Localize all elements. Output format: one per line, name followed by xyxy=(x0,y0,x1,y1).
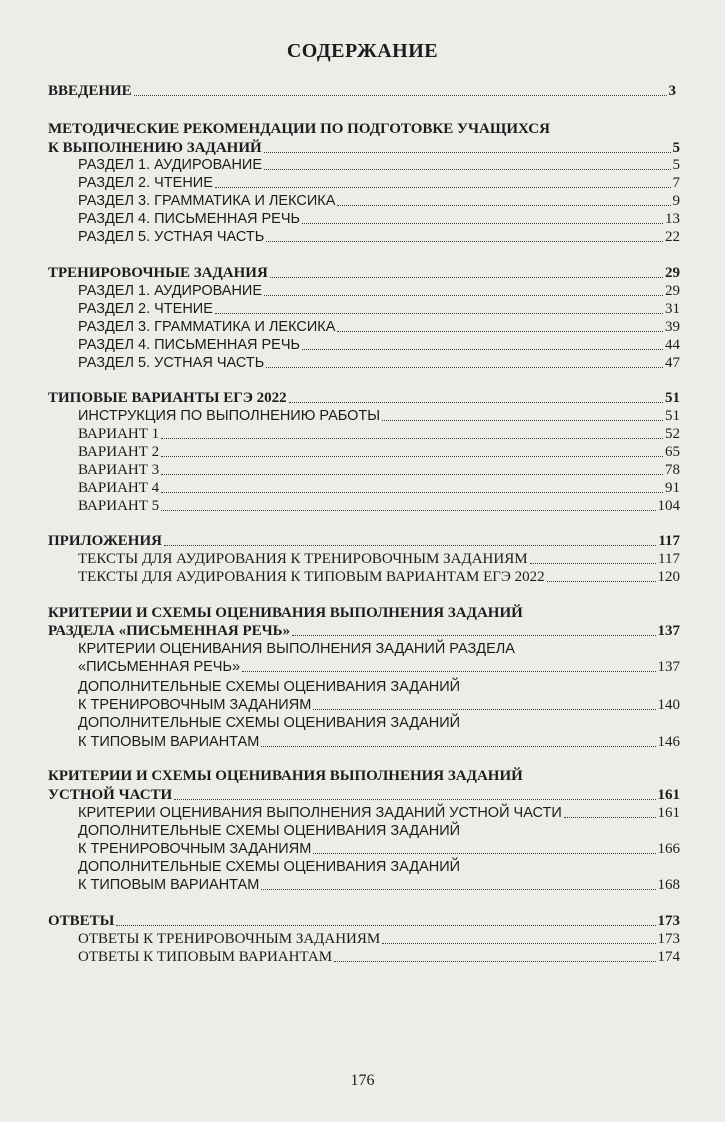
toc-entry-label: РАЗДЕЛ 2. ЧТЕНИЕ xyxy=(78,175,213,191)
toc-entry-page: 140 xyxy=(657,697,680,713)
dot-leader xyxy=(215,187,671,188)
toc-entry-page: 174 xyxy=(657,949,680,965)
dot-leader xyxy=(261,746,655,747)
toc-entry-page: 137 xyxy=(657,623,680,639)
dot-leader xyxy=(161,438,663,439)
dot-leader xyxy=(289,402,663,403)
toc-entry-label: ОТВЕТЫ К ТРЕНИРОВОЧНЫМ ЗАДАНИЯМ xyxy=(78,931,381,947)
toc-entry-method-section-3[interactable] xyxy=(78,192,680,210)
toc-entry-label: «ПИСЬМЕННАЯ РЕЧЬ» xyxy=(78,659,241,675)
toc-entry-page: 52 xyxy=(665,426,680,442)
toc-entry-training-section-5[interactable] xyxy=(78,354,680,372)
toc-entry-label: ВАРИАНТ 4 xyxy=(78,480,160,496)
toc-entry-label: РАЗДЕЛ 4. ПИСЬМЕННАЯ РЕЧЬ xyxy=(78,337,301,353)
dot-leader xyxy=(261,889,655,890)
toc-entry-page: 173 xyxy=(657,931,680,947)
dot-leader xyxy=(164,545,656,546)
toc-entry-page: 117 xyxy=(658,533,680,549)
toc-entry-label: К ТИПОВЫМ ВАРИАНТАМ xyxy=(78,877,260,893)
toc-entry-instructions[interactable] xyxy=(78,407,680,425)
toc-entry-variant-2[interactable] xyxy=(78,443,680,461)
toc-entry-page: 78 xyxy=(665,462,680,478)
toc-entry-method-section-1[interactable] xyxy=(78,156,680,174)
toc-entry-training-section-2[interactable] xyxy=(78,300,680,318)
dot-leader xyxy=(313,853,655,854)
toc-entry-label: УСТНОЙ ЧАСТИ xyxy=(48,787,173,803)
toc-entry-label: К ТИПОВЫМ ВАРИАНТАМ xyxy=(78,734,260,750)
toc-entry-label-line1: ДОПОЛНИТЕЛЬНЫЕ СХЕМЫ ОЦЕНИВАНИЯ ЗАДАНИЙ xyxy=(78,823,461,839)
toc-entry-label-line1: ДОПОЛНИТЕЛЬНЫЕ СХЕМЫ ОЦЕНИВАНИЯ ЗАДАНИЙ xyxy=(78,679,461,695)
dot-leader xyxy=(174,799,655,800)
toc-entry-label: РАЗДЕЛ 2. ЧТЕНИЕ xyxy=(78,301,213,317)
toc-entry-page: 13 xyxy=(665,211,680,227)
toc-entry-page: 9 xyxy=(672,193,680,209)
dot-leader xyxy=(547,581,656,582)
dot-leader xyxy=(302,349,663,350)
toc-entry-label: ОТВЕТЫ К ТИПОВЫМ ВАРИАНТАМ xyxy=(78,949,333,965)
toc-entry-label: КРИТЕРИИ ОЦЕНИВАНИЯ ВЫПОЛНЕНИЯ ЗАДАНИЙ УСТНОЙ ЧАСТИ xyxy=(78,805,562,821)
dot-leader xyxy=(161,456,663,457)
dot-leader xyxy=(382,420,663,421)
toc-entry-page: 146 xyxy=(657,734,680,750)
toc-entry-label: РАЗДЕЛ 4. ПИСЬМЕННАЯ РЕЧЬ xyxy=(78,211,301,227)
toc-entry-page: 168 xyxy=(657,877,680,893)
toc-entry-label-line1: МЕТОДИЧЕСКИЕ РЕКОМЕНДАЦИИ ПО ПОДГОТОВКЕ УЧАЩИХСЯ xyxy=(48,121,550,137)
toc-entry-page: 137 xyxy=(657,659,680,675)
toc-entry-label-line1: ДОПОЛНИТЕЛЬНЫЕ СХЕМЫ ОЦЕНИВАНИЯ ЗАДАНИЙ xyxy=(78,715,461,731)
dot-leader xyxy=(215,313,663,314)
toc-entry-label: ТЕКСТЫ ДЛЯ АУДИРОВАНИЯ К ТИПОВЫМ ВАРИАНТАМ ЕГЭ 2022 xyxy=(78,569,545,585)
toc-entry-page: 44 xyxy=(665,337,680,353)
toc-entry-methodology[interactable] xyxy=(48,139,680,157)
dot-leader xyxy=(302,223,663,224)
dot-leader xyxy=(270,277,663,278)
toc-entry-writing-schemes-variants[interactable] xyxy=(78,733,680,751)
dot-leader xyxy=(264,169,670,170)
toc-entry-page: 47 xyxy=(665,355,680,371)
toc-entry-listening-texts-training[interactable] xyxy=(78,550,680,568)
toc-entry-variant-1[interactable] xyxy=(78,425,680,443)
toc-entry-page: 39 xyxy=(665,319,680,335)
toc-entry-label-line1: ДОПОЛНИТЕЛЬНЫЕ СХЕМЫ ОЦЕНИВАНИЯ ЗАДАНИЙ xyxy=(78,859,461,875)
toc-entry-introduction[interactable] xyxy=(48,82,676,100)
dot-leader xyxy=(292,635,655,636)
toc-entry-training-section-4[interactable] xyxy=(78,336,680,354)
dot-leader xyxy=(334,961,655,962)
toc-entry-label: ВАРИАНТ 5 xyxy=(78,498,160,514)
toc-entry-label: РАЗДЕЛ 3. ГРАММАТИКА И ЛЕКСИКА xyxy=(78,319,336,335)
toc-entry-label: ИНСТРУКЦИЯ ПО ВЫПОЛНЕНИЮ РАБОТЫ xyxy=(78,408,381,424)
toc-entry-answers[interactable] xyxy=(48,912,680,930)
toc-entry-label-line1: КРИТЕРИИ И СХЕМЫ ОЦЕНИВАНИЯ ВЫПОЛНЕНИЯ ЗАДАНИЙ xyxy=(48,605,523,621)
toc-entry-label: ТРЕНИРОВОЧНЫЕ ЗАДАНИЯ xyxy=(48,265,268,281)
toc-entry-page: 51 xyxy=(665,408,680,424)
toc-entry-method-section-5[interactable] xyxy=(78,228,680,246)
toc-entry-label: ВАРИАНТ 2 xyxy=(78,444,160,460)
toc-entry-page: 22 xyxy=(665,229,680,245)
dot-leader xyxy=(134,95,667,96)
dot-leader xyxy=(313,709,655,710)
toc-entry-label: ВВЕДЕНИЕ xyxy=(48,83,132,99)
dot-leader xyxy=(382,943,655,944)
toc-entry-writing-criteria[interactable] xyxy=(48,622,680,640)
toc-entry-label: ОТВЕТЫ xyxy=(48,913,115,929)
toc-entry-method-section-2[interactable] xyxy=(78,174,680,192)
toc-entry-variant-4[interactable] xyxy=(78,479,680,497)
toc-entry-page: 3 xyxy=(668,83,676,99)
toc-entry-oral-criteria[interactable] xyxy=(48,786,680,804)
dot-leader xyxy=(242,671,655,672)
dot-leader xyxy=(161,510,655,511)
dot-leader xyxy=(161,474,663,475)
toc-entry-page: 104 xyxy=(657,498,680,514)
dot-leader xyxy=(530,563,657,564)
toc-entry-training-section-1[interactable] xyxy=(78,282,680,300)
toc-entry-page: 166 xyxy=(657,841,680,857)
dot-leader xyxy=(337,205,670,206)
toc-entry-label: ТИПОВЫЕ ВАРИАНТЫ ЕГЭ 2022 xyxy=(48,390,287,406)
toc-entry-listening-texts-variants[interactable] xyxy=(78,568,680,586)
toc-entry-page: 161 xyxy=(657,805,680,821)
toc-entry-label-line1: КРИТЕРИИ ОЦЕНИВАНИЯ ВЫПОЛНЕНИЯ ЗАДАНИЙ РАЗДЕЛА xyxy=(78,641,515,657)
toc-entry-page: 7 xyxy=(672,175,680,191)
dot-leader xyxy=(161,492,663,493)
toc-entry-page: 5 xyxy=(672,140,680,156)
toc-entry-page: 29 xyxy=(665,283,680,299)
toc-entry-label: К ВЫПОЛНЕНИЮ ЗАДАНИЙ xyxy=(48,140,262,156)
toc-entry-label: РАЗДЕЛ 5. УСТНАЯ ЧАСТЬ xyxy=(78,229,265,245)
toc-entry-method-section-4[interactable] xyxy=(78,210,680,228)
toc-entry-page: 51 xyxy=(665,390,680,406)
toc-entry-variant-3[interactable] xyxy=(78,461,680,479)
toc-entry-label-line1: КРИТЕРИИ И СХЕМЫ ОЦЕНИВАНИЯ ВЫПОЛНЕНИЯ ЗАДАНИЙ xyxy=(48,768,523,784)
page-title: СОДЕРЖАНИЕ xyxy=(286,40,439,62)
toc-entry-training-tasks[interactable] xyxy=(48,264,680,282)
toc-entry-label: К ТРЕНИРОВОЧНЫМ ЗАДАНИЯМ xyxy=(78,841,312,857)
toc-entry-page: 31 xyxy=(665,301,680,317)
toc-entry-typical-variants[interactable] xyxy=(48,389,680,407)
dot-leader xyxy=(266,241,663,242)
toc-entry-writing-criteria-section[interactable] xyxy=(78,658,680,676)
toc-entry-label: РАЗДЕЛА «ПИСЬМЕННАЯ РЕЧЬ» xyxy=(48,623,291,639)
toc-entry-oral-criteria-section[interactable] xyxy=(78,804,680,822)
toc-entry-label: ВАРИАНТ 1 xyxy=(78,426,160,442)
toc-entry-page: 65 xyxy=(665,444,680,460)
toc-entry-answers-training[interactable] xyxy=(78,930,680,948)
toc-entry-page: 117 xyxy=(658,551,680,567)
dot-leader xyxy=(337,331,663,332)
toc-entry-variant-5[interactable] xyxy=(78,497,680,515)
toc-entry-label: ВАРИАНТ 3 xyxy=(78,462,160,478)
dot-leader xyxy=(116,925,655,926)
toc-entry-training-section-3[interactable] xyxy=(78,318,680,336)
toc-entry-label: РАЗДЕЛ 5. УСТНАЯ ЧАСТЬ xyxy=(78,355,265,371)
toc-entry-oral-schemes-variants[interactable] xyxy=(78,876,680,894)
dot-leader xyxy=(264,152,671,153)
toc-entry-label: ТЕКСТЫ ДЛЯ АУДИРОВАНИЯ К ТРЕНИРОВОЧНЫМ ЗАДАНИЯМ xyxy=(78,551,528,567)
toc-entry-appendices[interactable] xyxy=(48,532,680,550)
toc-entry-answers-variants[interactable] xyxy=(78,948,680,966)
dot-leader xyxy=(264,295,663,296)
toc-entry-label: К ТРЕНИРОВОЧНЫМ ЗАДАНИЯМ xyxy=(78,697,312,713)
toc-entry-page: 120 xyxy=(657,569,680,585)
toc-entry-page: 161 xyxy=(657,787,680,803)
toc-entry-oral-schemes-training[interactable] xyxy=(78,840,680,858)
dot-leader xyxy=(564,817,656,818)
toc-entry-page: 29 xyxy=(665,265,680,281)
toc-entry-page: 5 xyxy=(672,157,680,173)
toc-entry-label: ПРИЛОЖЕНИЯ xyxy=(48,533,162,549)
toc-entry-label: РАЗДЕЛ 1. АУДИРОВАНИЕ xyxy=(78,283,263,299)
toc-entry-page: 91 xyxy=(665,480,680,496)
toc-entry-writing-schemes-training[interactable] xyxy=(78,696,680,714)
toc-entry-label: РАЗДЕЛ 1. АУДИРОВАНИЕ xyxy=(78,157,263,173)
dot-leader xyxy=(266,367,663,368)
toc-entry-label: РАЗДЕЛ 3. ГРАММАТИКА И ЛЕКСИКА xyxy=(78,193,336,209)
toc-entry-page: 173 xyxy=(657,913,680,929)
page-number: 176 xyxy=(350,1072,375,1089)
